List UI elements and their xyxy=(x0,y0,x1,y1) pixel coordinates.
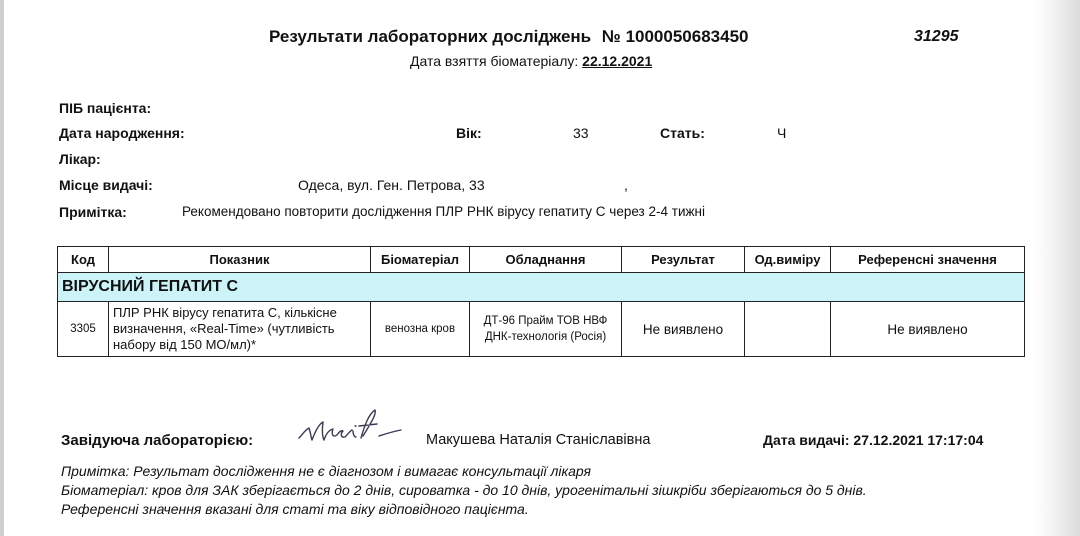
report-number: 1000050683450 xyxy=(625,27,749,46)
age-value: 33 xyxy=(573,125,589,141)
cell-indicator: ПЛР РНК вірусу гепатита С, кількісне визначення, «Real-Time» (чутливість набору від 150 МО/мл)* xyxy=(109,302,371,357)
report-title-text: Результати лабораторних досліджень xyxy=(269,27,592,46)
note-value: Рекомендовано повторити дослідження ПЛР РНК вірусу гепатиту С через 2-4 тижні xyxy=(182,204,705,219)
note-label: Примітка: xyxy=(59,204,127,220)
sample-date-label: Дата взяття біоматеріалу: xyxy=(410,53,579,69)
section-row xyxy=(58,273,1025,302)
col-header-reference: Референсні значення xyxy=(831,247,1025,273)
page-edge-left xyxy=(0,0,4,536)
cell-code: 3305 xyxy=(58,302,109,357)
section-title: ВІРУСНИЙ ГЕПАТИТ С xyxy=(58,273,1025,302)
footer-note-2: Біоматеріал: кров для ЗАК зберігається до 2 днів, сироватка - до 10 днів, урогенітальні зішкріби зберігаються до 5 днів. xyxy=(61,482,867,498)
report-code: 31295 xyxy=(914,28,959,45)
issue-date-line xyxy=(763,432,983,448)
cell-reference: Не виявлено xyxy=(831,302,1025,357)
col-header-indicator: Показник xyxy=(109,247,371,273)
age-label: Вік: xyxy=(456,125,482,141)
issue-datetime: 27.12.2021 17:17:04 xyxy=(853,432,984,448)
sample-date-line xyxy=(410,53,652,69)
place-comma: , xyxy=(624,177,628,193)
col-header-code: Код xyxy=(58,247,109,273)
place-value: Одеса, вул. Ген. Петрова, 33 xyxy=(298,177,485,193)
table-header-row xyxy=(58,247,1025,273)
place-label: Місце видачі: xyxy=(59,177,153,193)
birth-date-label: Дата народження: xyxy=(59,125,185,141)
col-header-biomaterial: Біоматеріал xyxy=(371,247,470,273)
col-header-unit: Од.виміру xyxy=(745,247,831,273)
footer-notes xyxy=(61,462,867,519)
cell-equipment: ДТ-96 Прайм ТОВ НВФ ДНК-технологія (Росія) xyxy=(470,302,622,357)
cell-result: Не виявлено xyxy=(622,302,745,357)
doctor-label: Лікар: xyxy=(59,151,101,167)
table-row xyxy=(58,302,1025,357)
report-title xyxy=(269,27,748,47)
col-header-equipment: Обладнання xyxy=(470,247,622,273)
patient-name-label: ПІБ пацієнта: xyxy=(59,100,152,116)
col-header-result: Результат xyxy=(622,247,745,273)
report-number-prefix: № xyxy=(601,27,621,46)
head-label: Завідуюча лабораторією: xyxy=(61,432,254,449)
head-name: Макушева Наталія Станіславівна xyxy=(426,432,651,448)
page-edge-right xyxy=(1034,0,1080,536)
results-table xyxy=(57,246,1025,357)
footer-note-3: Референсні значення вказані для статі та віку відповідного пацієнта. xyxy=(61,501,529,517)
sex-value: Ч xyxy=(777,125,787,141)
signature xyxy=(295,404,410,450)
sex-label: Стать: xyxy=(660,125,705,141)
cell-biomaterial: венозна кров xyxy=(371,302,470,357)
cell-unit xyxy=(745,302,831,357)
footer-note-1: Примітка: Результат дослідження не є діагнозом і вимагає консультації лікаря xyxy=(61,463,592,479)
issue-date-label: Дата видачі: xyxy=(763,432,850,448)
sample-date: 22.12.2021 xyxy=(582,53,653,69)
